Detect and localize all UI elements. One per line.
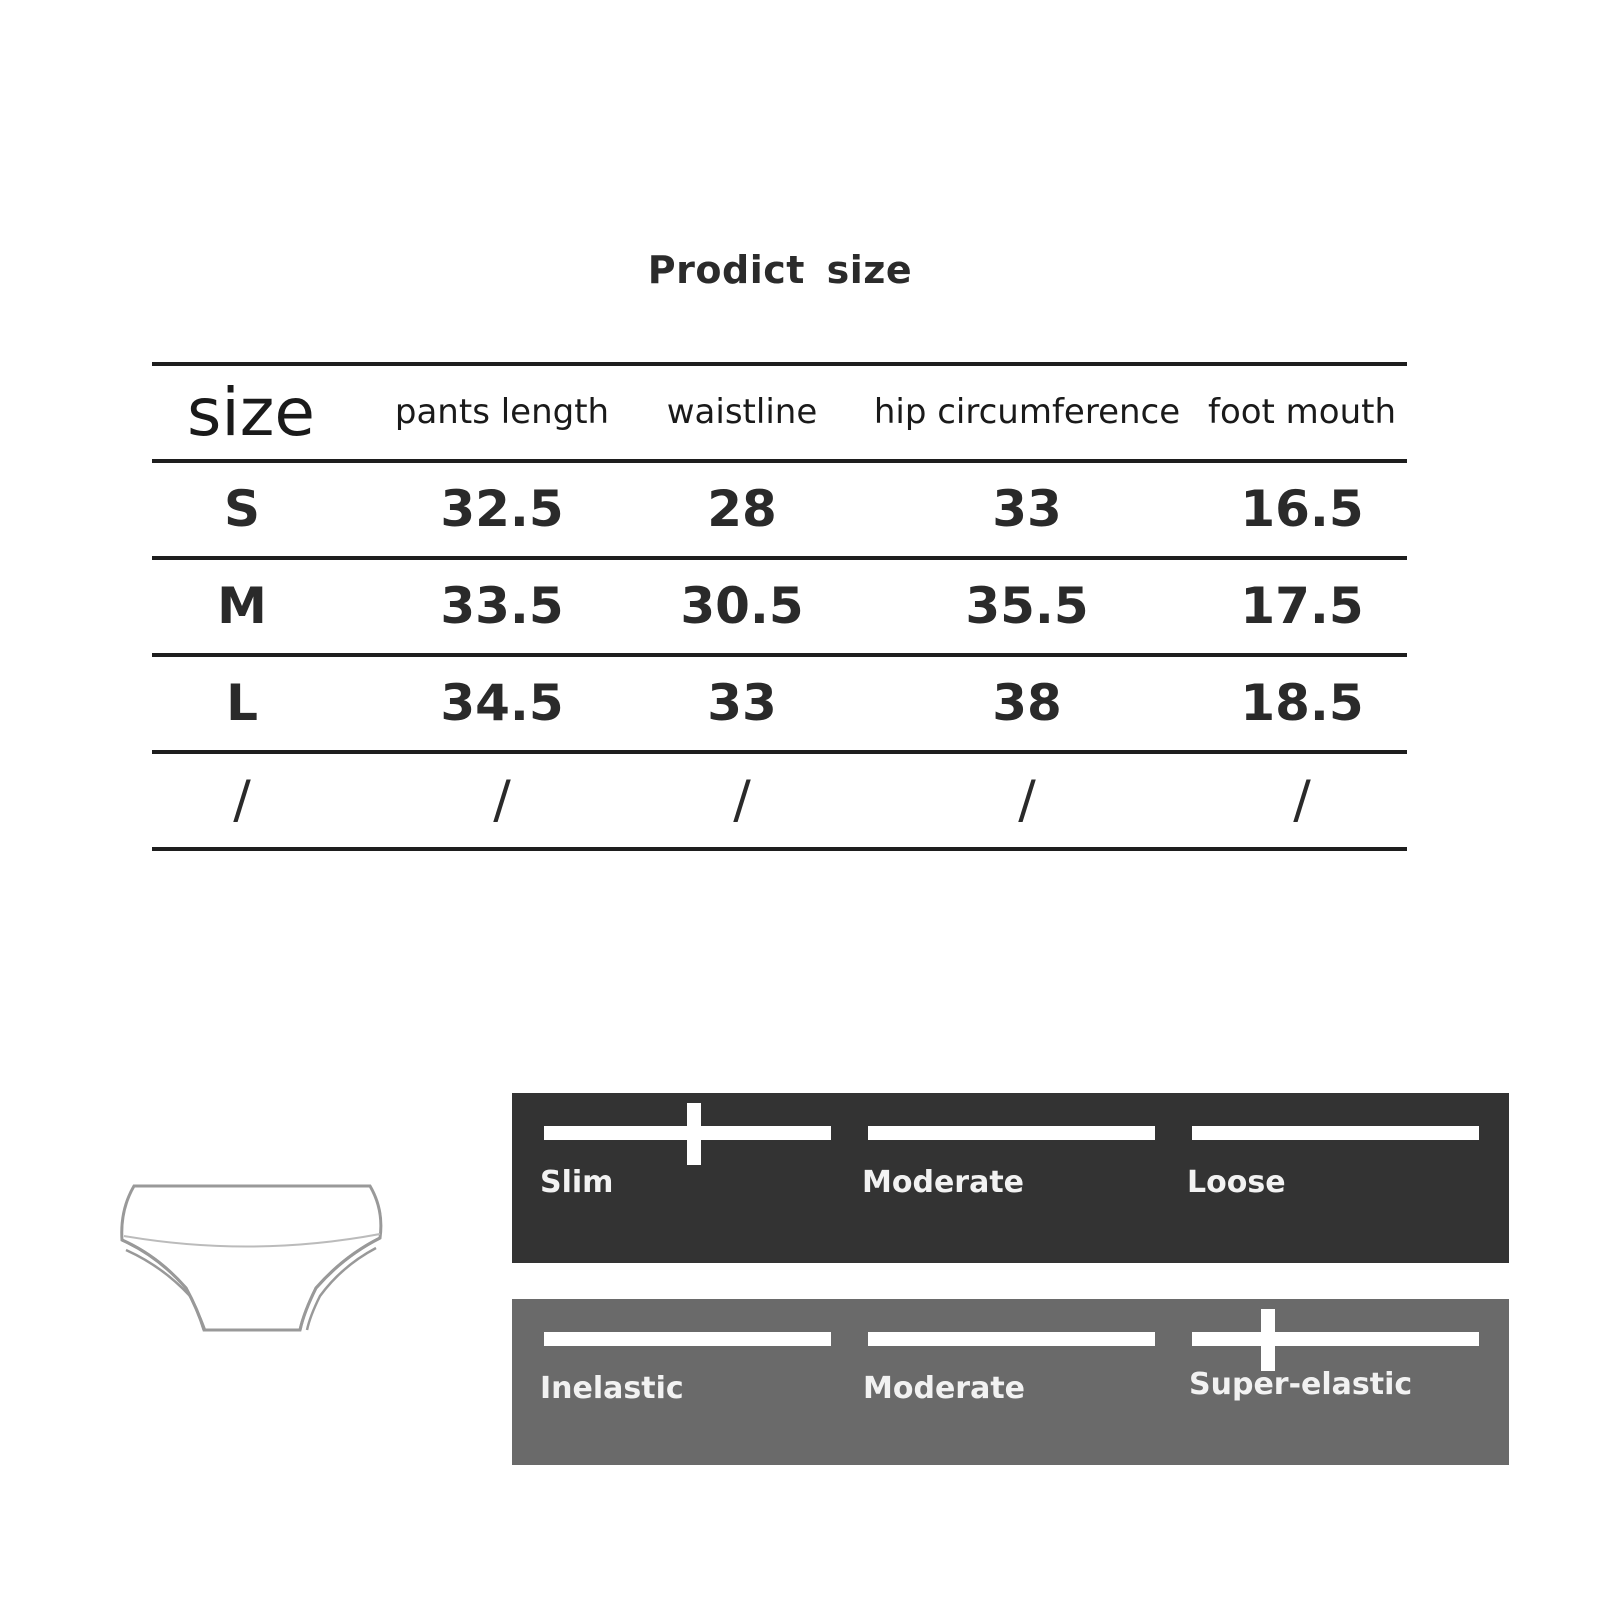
- table-row: [152, 653, 1407, 750]
- page-title: Prodict size: [647, 248, 913, 292]
- table-row: [152, 459, 1407, 556]
- cell-foot-mouth: 16.5: [1240, 480, 1364, 538]
- elasticity-label-super-elastic: Super-elastic: [1189, 1367, 1413, 1402]
- table-row: [152, 750, 1407, 851]
- cell-pants-length: 34.5: [440, 674, 564, 732]
- cell-hip-circumference: /: [1018, 770, 1036, 830]
- fit-label-loose: Loose: [1187, 1165, 1286, 1200]
- cell-hip-circumference: 33: [992, 480, 1062, 538]
- cell-pants-length: 32.5: [440, 480, 564, 538]
- header-hip-circumference: hip circumference: [873, 392, 1181, 432]
- fit-scale-marker: [687, 1103, 701, 1165]
- elasticity-scale-panel: [512, 1299, 1509, 1465]
- table-row: [152, 556, 1407, 653]
- cell-hip-circumference: 35.5: [965, 577, 1089, 635]
- header-size: size: [187, 374, 315, 451]
- elasticity-scale-segment: [1192, 1332, 1479, 1346]
- header-pants-length: pants length: [394, 392, 610, 432]
- cell-pants-length: 33.5: [440, 577, 564, 635]
- elasticity-scale-marker: [1261, 1309, 1275, 1371]
- elasticity-label-moderate: Moderate: [863, 1371, 1026, 1406]
- cell-size: S: [223, 480, 260, 538]
- fit-label-moderate: Moderate: [862, 1165, 1025, 1200]
- elasticity-scale-segment: [544, 1332, 831, 1346]
- fit-scale-segment: [1192, 1126, 1479, 1140]
- elasticity-label-inelastic: Inelastic: [540, 1371, 684, 1406]
- cell-size: M: [217, 577, 267, 635]
- header-foot-mouth: foot mouth: [1207, 392, 1397, 432]
- table-header-row: [152, 362, 1407, 459]
- cell-foot-mouth: 17.5: [1240, 577, 1364, 635]
- elasticity-scale-segment: [868, 1332, 1155, 1346]
- cell-size: L: [226, 674, 258, 732]
- cell-hip-circumference: 38: [992, 674, 1062, 732]
- cell-foot-mouth: 18.5: [1240, 674, 1364, 732]
- cell-foot-mouth: /: [1293, 770, 1311, 830]
- cell-waistline: 33: [707, 674, 777, 732]
- header-waistline: waistline: [666, 392, 818, 432]
- cell-size: /: [233, 770, 251, 830]
- fit-scale-panel: [512, 1093, 1509, 1263]
- fit-label-slim: Slim: [540, 1165, 614, 1200]
- cell-waistline: 30.5: [680, 577, 804, 635]
- cell-waistline: /: [733, 770, 751, 830]
- cell-waistline: 28: [707, 480, 777, 538]
- cell-pants-length: /: [493, 770, 511, 830]
- briefs-outline-icon: [112, 1180, 402, 1340]
- fit-scale-segment: [868, 1126, 1155, 1140]
- size-table: [152, 362, 1407, 851]
